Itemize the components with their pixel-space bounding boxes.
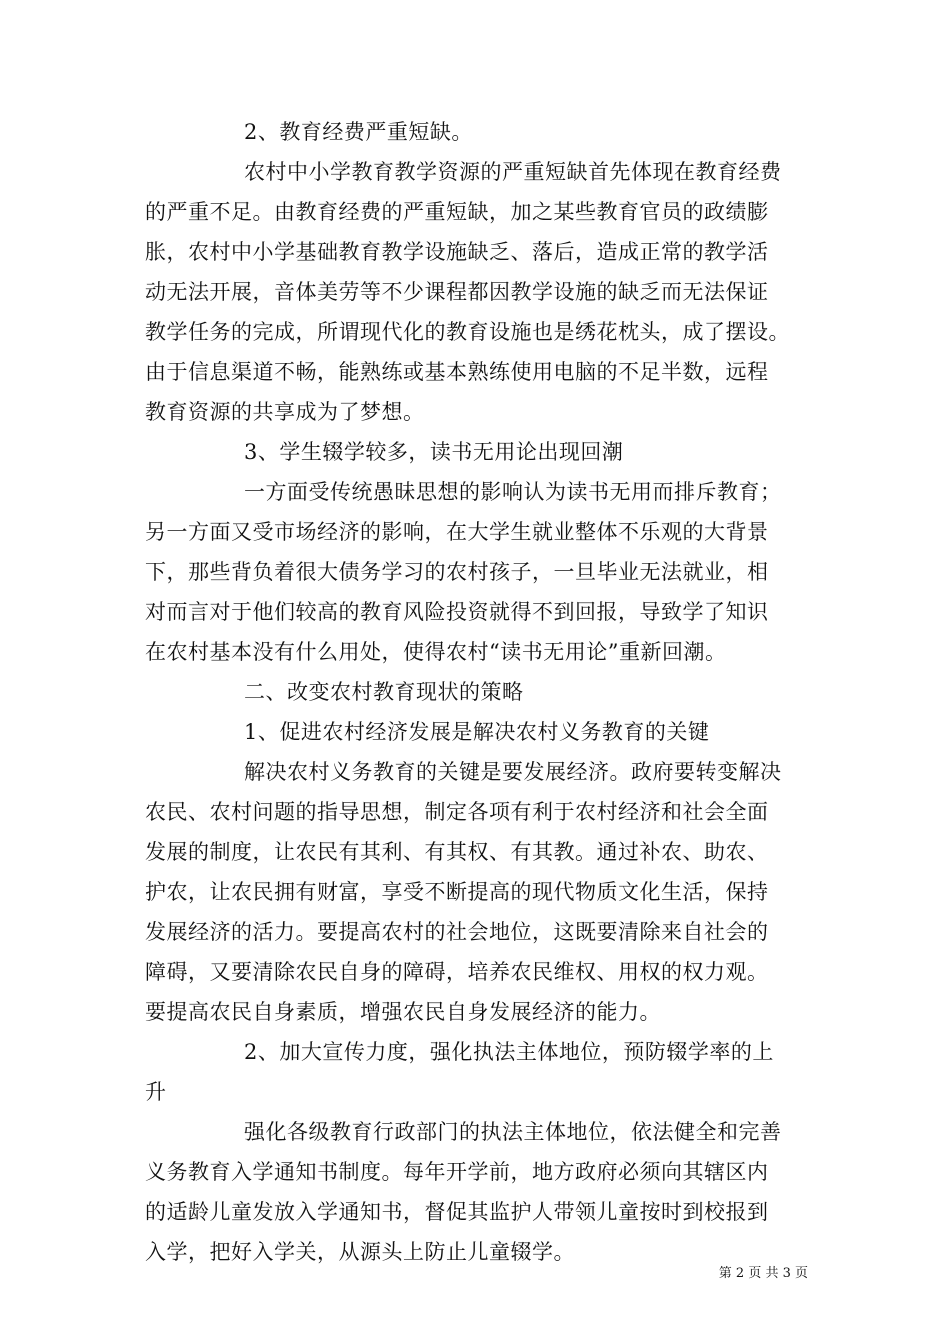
paragraph-line: 发展经济的活力。要提高农村的社会地位，这既要清除来自社会的 [145, 920, 769, 944]
paragraph-line: 另一方面又受市场经济的影响，在大学生就业整体不乐观的大背景 [145, 520, 769, 544]
paragraph-line: 2、教育经费严重短缺。 [244, 120, 473, 144]
paragraph-line: 对而言对于他们较高的教育风险投资就得不到回报，导致学了知识 [145, 600, 769, 624]
paragraph-line: 要提高农民自身素质，增强农民自身发展经济的能力。 [145, 1000, 661, 1024]
paragraph-line: 障碍，又要清除农民自身的障碍，培养农民维权、用权的权力观。 [145, 960, 769, 984]
paragraph-line: 一方面受传统愚昧思想的影响认为读书无用而排斥教育； [244, 480, 782, 504]
paragraph-line: 教育资源的共享成为了梦想。 [145, 400, 425, 424]
section-heading: 3、学生辍学较多，读书无用论出现回潮 [244, 440, 624, 464]
page-number-footer: 第 2 页 共 3 页 [718, 1266, 808, 1281]
paragraph-line: 强化各级教育行政部门的执法主体地位，依法健全和完善 [244, 1120, 782, 1144]
paragraph-line: 的适龄儿童发放入学通知书，督促其监护人带领儿童按时到校报到 [145, 1200, 769, 1224]
paragraph-line: 在农村基本没有什么用处，使得农村“读书无用论”重新回潮。 [145, 640, 727, 664]
paragraph-line: 的严重不足。由教育经费的严重短缺，加之某些教育官员的政绩膨 [145, 200, 769, 224]
paragraph-line: 护农，让农民拥有财富，享受不断提高的现代物质文化生活，保持 [145, 880, 769, 904]
paragraph-line: 发展的制度，让农民有其利、有其权、有其教。通过补农、助农、 [145, 840, 769, 864]
paragraph-line: 胀，农村中小学基础教育教学设施缺乏、落后，造成正常的教学活 [145, 240, 769, 264]
paragraph-line: 由于信息渠道不畅，能熟练或基本熟练使用电脑的不足半数，远程 [145, 360, 769, 384]
section-heading: 2、加大宣传力度，强化执法主体地位，预防辍学率的上 [244, 1040, 774, 1064]
paragraph-line: 解决农村义务教育的关键是要发展经济。政府要转变解决 [244, 760, 782, 784]
paragraph-line: 教学任务的完成，所谓现代化的教育设施也是绣花枕头，成了摆设。 [145, 320, 790, 344]
paragraph-line: 动无法开展，音体美劳等不少课程都因教学设施的缺乏而无法保证 [145, 280, 769, 304]
paragraph-line: 入学，把好入学关，从源头上防止儿童辍学。 [145, 1240, 575, 1264]
paragraph-line: 农村中小学教育教学资源的严重短缺首先体现在教育经费 [244, 160, 782, 184]
paragraph-line: 农民、农村问题的指导思想，制定各项有利于农村经济和社会全面 [145, 800, 769, 824]
paragraph-line: 义务教育入学通知书制度。每年开学前，地方政府必须向其辖区内 [145, 1160, 769, 1184]
section-heading: 二、改变农村教育现状的策略 [244, 680, 524, 704]
paragraph-line: 下，那些背负着很大债务学习的农村孩子，一旦毕业无法就业，相 [145, 560, 769, 584]
section-heading: 升 [145, 1080, 167, 1104]
section-heading: 1、促进农村经济发展是解决农村义务教育的关键 [244, 720, 710, 744]
